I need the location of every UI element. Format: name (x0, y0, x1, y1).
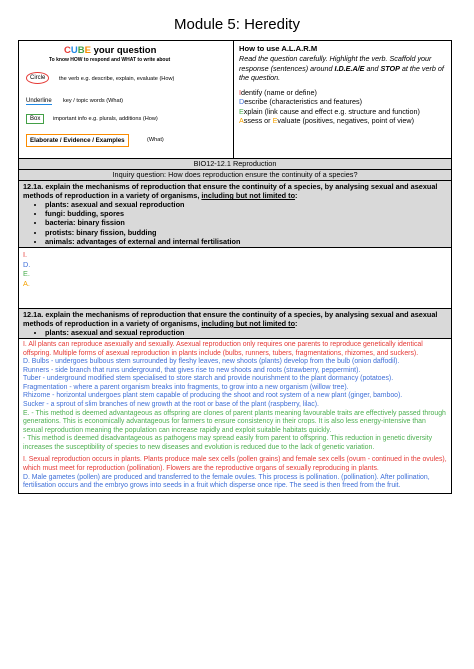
note-paragraph: Rhizome - horizontal undergoes plant stem capable of producing the shoot and root system of a new plant (ginger, bamboo). (23, 392, 403, 400)
alarm-describe: Describe (characteristics and features) (239, 97, 363, 107)
section-code: BIO12-12.1 Reproduction (19, 159, 451, 170)
cube-subtitle: To know HOW to respond and WHAT to write about (49, 57, 171, 63)
list-item: • fungi: budding, spores (45, 209, 447, 218)
note-paragraph: I. All plants can reproduce asexually and sexually. Asexual reproduction only requires one parents to reproduce genetically identical offspring. Multiple forms of asexual reproduction in plants include (bulbs, runners, tubers, fragmentations, rhizomes, and suckers). (23, 341, 423, 357)
alarm-explain: Explain (link cause and effect e.g. structure and function) (239, 106, 420, 116)
idea-i: I. (23, 249, 28, 259)
note-paragraph: D. Bulbs - undergoes bulbous stem surrounded by fleshy leaves, new shoots (plants) develop from the bulb (onion daffodil). (23, 358, 400, 366)
note-paragraph: Runners - side branch that runs underground, that gives rise to new shoots and roots (strawberry, peppermint). (23, 366, 361, 374)
alarm-identify: Identify (name or define) (239, 87, 317, 97)
outcome-text-2: 12.1a. explain the mechanisms of reproduction that ensure the continuity of a species, by analysing sexual and asexual methods of reproduction in a variety of organisms, including but not limited to: (23, 309, 438, 328)
note-paragraph: Fragmentation - where a parent organism breaks into fragments, to grow into a new organism (willow tree). (23, 383, 349, 391)
outcome-block-1 (19, 181, 451, 248)
note-paragraph: I. Sexual reproduction occurs in plants. Plants produce male sex cells (pollen grains) and female sex cells (ovum - continued in the ovules), which must meet for reproduction (pollination). Flowers are the reproductive organs of sexually reproducing in plants. (23, 456, 447, 472)
inquiry-question: Inquiry question: How does reproduction ensure the continuity of a species? (19, 170, 451, 181)
alarm-instructions: Read the question carefully. Highlight the verb. Scaffold your response (sentences) around I.D.E.A/E and STOP at the verb of the question. (239, 54, 444, 83)
page-title: Module 5: Heredity (174, 16, 300, 33)
note-paragraph: E. - This method is deemed advantageous as offspring are clones of parent plants meaning favourable traits are effectively passed through generations. This is economically advantageous for farmers to ensure consistency in their crops. It is also less energy-intensive than sexual reproduction meaning the population can increase rapidly and exploit suitable habitats quickly. (23, 409, 446, 434)
circle-example: Circle (26, 72, 49, 84)
list-item: • bacteria: binary fission (45, 218, 447, 227)
outcome-text-1: 12.1a. explain the mechanisms of reproduction that ensure the continuity of a species, by analysing sexual and asexual methods of reproduction in a variety of organisms, including but not limited to: (23, 182, 438, 201)
idea-scaffold (19, 248, 451, 309)
list-item: • plants: asexual and sexual reproduction (45, 200, 447, 209)
notes-body (19, 339, 451, 493)
idea-a: A. (23, 279, 30, 289)
idea-d: D. (23, 259, 31, 269)
alarm-panel (234, 41, 451, 158)
note-paragraph: D. Male gametes (pollen) are produced and transferred to the female ovules. This process is pollination. (pollination). After pollination, fertilisation occurs and the embryo grows into seeds in a fruit which disperse once ripe. The seed is then freed from the fruit. (23, 473, 430, 490)
list-item: • plants: asexual and sexual reproduction (45, 328, 447, 337)
outcome-block-2 (19, 309, 451, 339)
idea-e: E. (23, 269, 30, 279)
alarm-heading: How to use A.L.A.R.M (239, 44, 318, 53)
worksheet (18, 40, 452, 494)
elaborate-example: Elaborate / Evidence / Examples (26, 134, 129, 147)
cube-panel (19, 41, 234, 158)
note-paragraph: Tuber - underground modified stem specialised to store starch and provide nourishment to the plant dormancy (potatoes). (23, 375, 394, 383)
box-example: Box (26, 114, 44, 124)
circle-description: the verb e.g. describe, explain, evaluate (How) (59, 76, 175, 82)
note-paragraph: Sucker - a sprout of slim branches of new growth at the root or base of the plant (raspberry, lilac). (23, 401, 319, 409)
outcome-list-2 (23, 328, 447, 337)
underline-example: Underline (26, 98, 52, 104)
underline-description: key / topic words (What) (63, 98, 123, 104)
instructions-row (19, 41, 451, 159)
note-paragraph: - This method is deemed disadvantageous as pathogens may spread easily from parent to offspring. This reduction in genetic diversity increases the susceptibility of species to new diseases and evolution is reduced due to the lack of genetic variation. (23, 435, 433, 451)
alarm-assess: Assess or Evaluate (positives, negatives, point of view) (239, 116, 414, 126)
cube-title: CUBE your question (64, 45, 157, 56)
list-item: • protists: binary fission, budding (45, 228, 447, 237)
list-item: • animals: advantages of external and internal fertilisation (45, 237, 447, 246)
outcome-list-1 (23, 200, 447, 246)
elaborate-description: (What) (147, 137, 164, 143)
box-description: important info e.g. plurals, additions (How) (53, 116, 158, 122)
